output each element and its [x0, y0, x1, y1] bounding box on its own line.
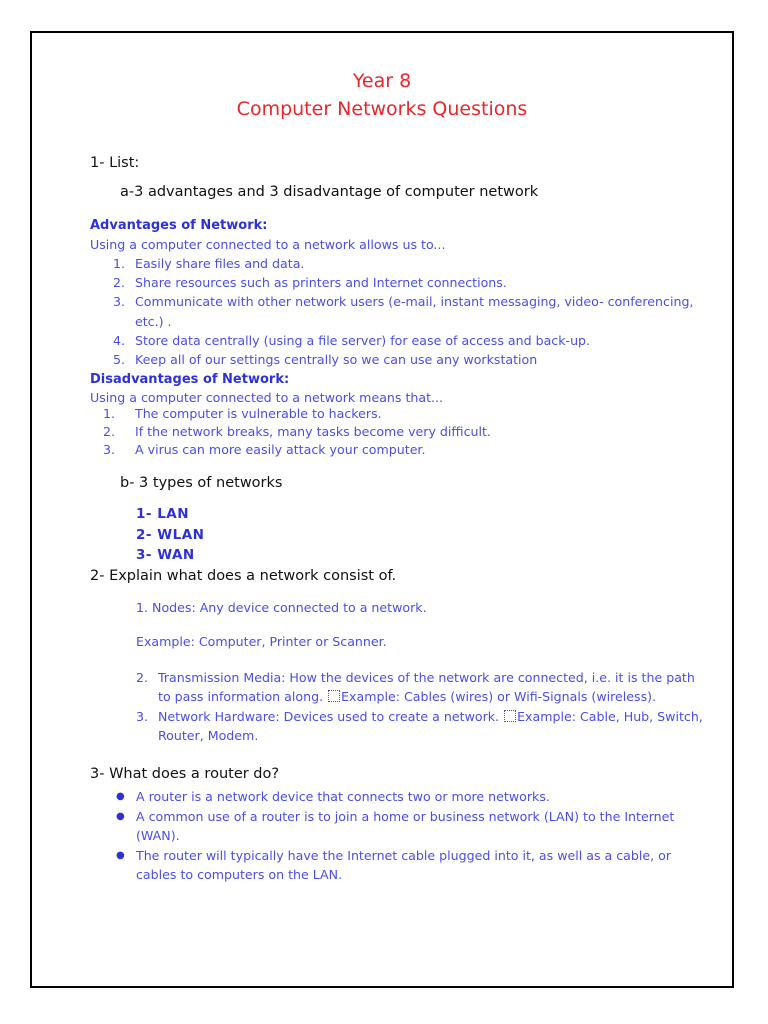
- list-item: [113, 275, 507, 290]
- list-item: [113, 333, 590, 348]
- disadvantages-heading: Disadvantages of Network:: [90, 372, 290, 387]
- list-text: Transmission Media: How the devices of the network are connected, i.e. it is the path: [158, 670, 695, 685]
- list-item: [113, 256, 304, 271]
- list-text: Easily share files and data.: [135, 256, 305, 271]
- list-number: 1.: [103, 406, 116, 421]
- list-text: A virus can more easily attack your computer.: [135, 442, 426, 457]
- bullet-item-continuation: (WAN).: [136, 828, 180, 843]
- list-number: 3.: [113, 294, 126, 309]
- bullet-icon: ●: [116, 791, 125, 802]
- list-text: If the network breaks, many tasks become very difficult.: [135, 424, 491, 439]
- list-text: The computer is vulnerable to hackers.: [135, 406, 382, 421]
- list-number: 1.: [113, 256, 126, 271]
- list-item-continuation: Router, Modem.: [158, 728, 259, 743]
- advantages-heading: Advantages of Network:: [90, 218, 268, 233]
- list-text: Keep all of our settings centrally so we can use any workstation: [135, 352, 538, 367]
- placeholder-glyph-icon: [328, 690, 340, 702]
- list-text: Communicate with other network users (e-mail, instant messaging, video- conferencing,: [135, 294, 694, 309]
- list-item: [113, 352, 537, 367]
- question-1-heading: 1- List:: [90, 155, 140, 171]
- network-type-lan: 1- LAN: [136, 506, 190, 522]
- list-number: 3.: [136, 709, 149, 724]
- list-number: 2.: [113, 275, 126, 290]
- bullet-icon: ●: [116, 850, 125, 861]
- bullet-item: The router will typically have the Internet cable plugged into it, as well as a cable, or: [136, 848, 672, 863]
- list-number: 4.: [113, 333, 126, 348]
- list-item: [103, 406, 382, 421]
- list-item: [103, 442, 425, 457]
- bullet-item-continuation: cables to computers on the LAN.: [136, 867, 343, 882]
- list-text: Share resources such as printers and Internet connections.: [135, 275, 507, 290]
- question-1a-text: a-3 advantages and 3 disadvantage of computer network: [120, 184, 539, 200]
- question-3-heading: 3- What does a router do?: [90, 766, 280, 782]
- list-text: etc.) .: [135, 314, 172, 329]
- question-2-heading: 2- Explain what does a network consist of.: [90, 568, 397, 584]
- list-text: Network Hardware: Devices used to create a network.: [158, 709, 500, 724]
- title-year: Year 8: [352, 70, 412, 92]
- list-text: Store data centrally (using a file server) for ease of access and back-up.: [135, 333, 591, 348]
- placeholder-glyph-icon: [504, 710, 516, 722]
- page-title: Computer Networks Questions: [236, 98, 528, 120]
- nodes-item: 1. Nodes: Any device connected to a network.: [136, 600, 427, 615]
- list-item: [113, 294, 693, 309]
- list-item-continuation: [158, 689, 656, 704]
- advantages-intro: Using a computer connected to a network allows us to...: [90, 237, 446, 252]
- nodes-example: Example: Computer, Printer or Scanner.: [136, 634, 387, 649]
- list-item: [136, 670, 695, 685]
- list-item: [136, 709, 703, 724]
- network-type-wlan: 2- WLAN: [136, 527, 205, 543]
- list-text: to pass information along.: [158, 689, 324, 704]
- network-type-wan: 3- WAN: [136, 547, 195, 563]
- bullet-item: A router is a network device that connects two or more networks.: [136, 789, 550, 804]
- disadvantages-intro: Using a computer connected to a network means that...: [90, 390, 444, 405]
- list-text: Example: Cables (wires) or Wifi-Signals (wireless).: [341, 689, 657, 704]
- list-number: 5.: [113, 352, 126, 367]
- list-item: [103, 424, 491, 439]
- list-text: Example: Cable, Hub, Switch,: [517, 709, 703, 724]
- question-1b-text: b- 3 types of networks: [120, 475, 283, 491]
- bullet-icon: ●: [116, 811, 125, 822]
- list-number: 2.: [103, 424, 116, 439]
- bullet-item: A common use of a router is to join a home or business network (LAN) to the Internet: [136, 809, 675, 824]
- list-number: 2.: [136, 670, 149, 685]
- list-number: 3.: [103, 442, 116, 457]
- list-item: [113, 314, 172, 329]
